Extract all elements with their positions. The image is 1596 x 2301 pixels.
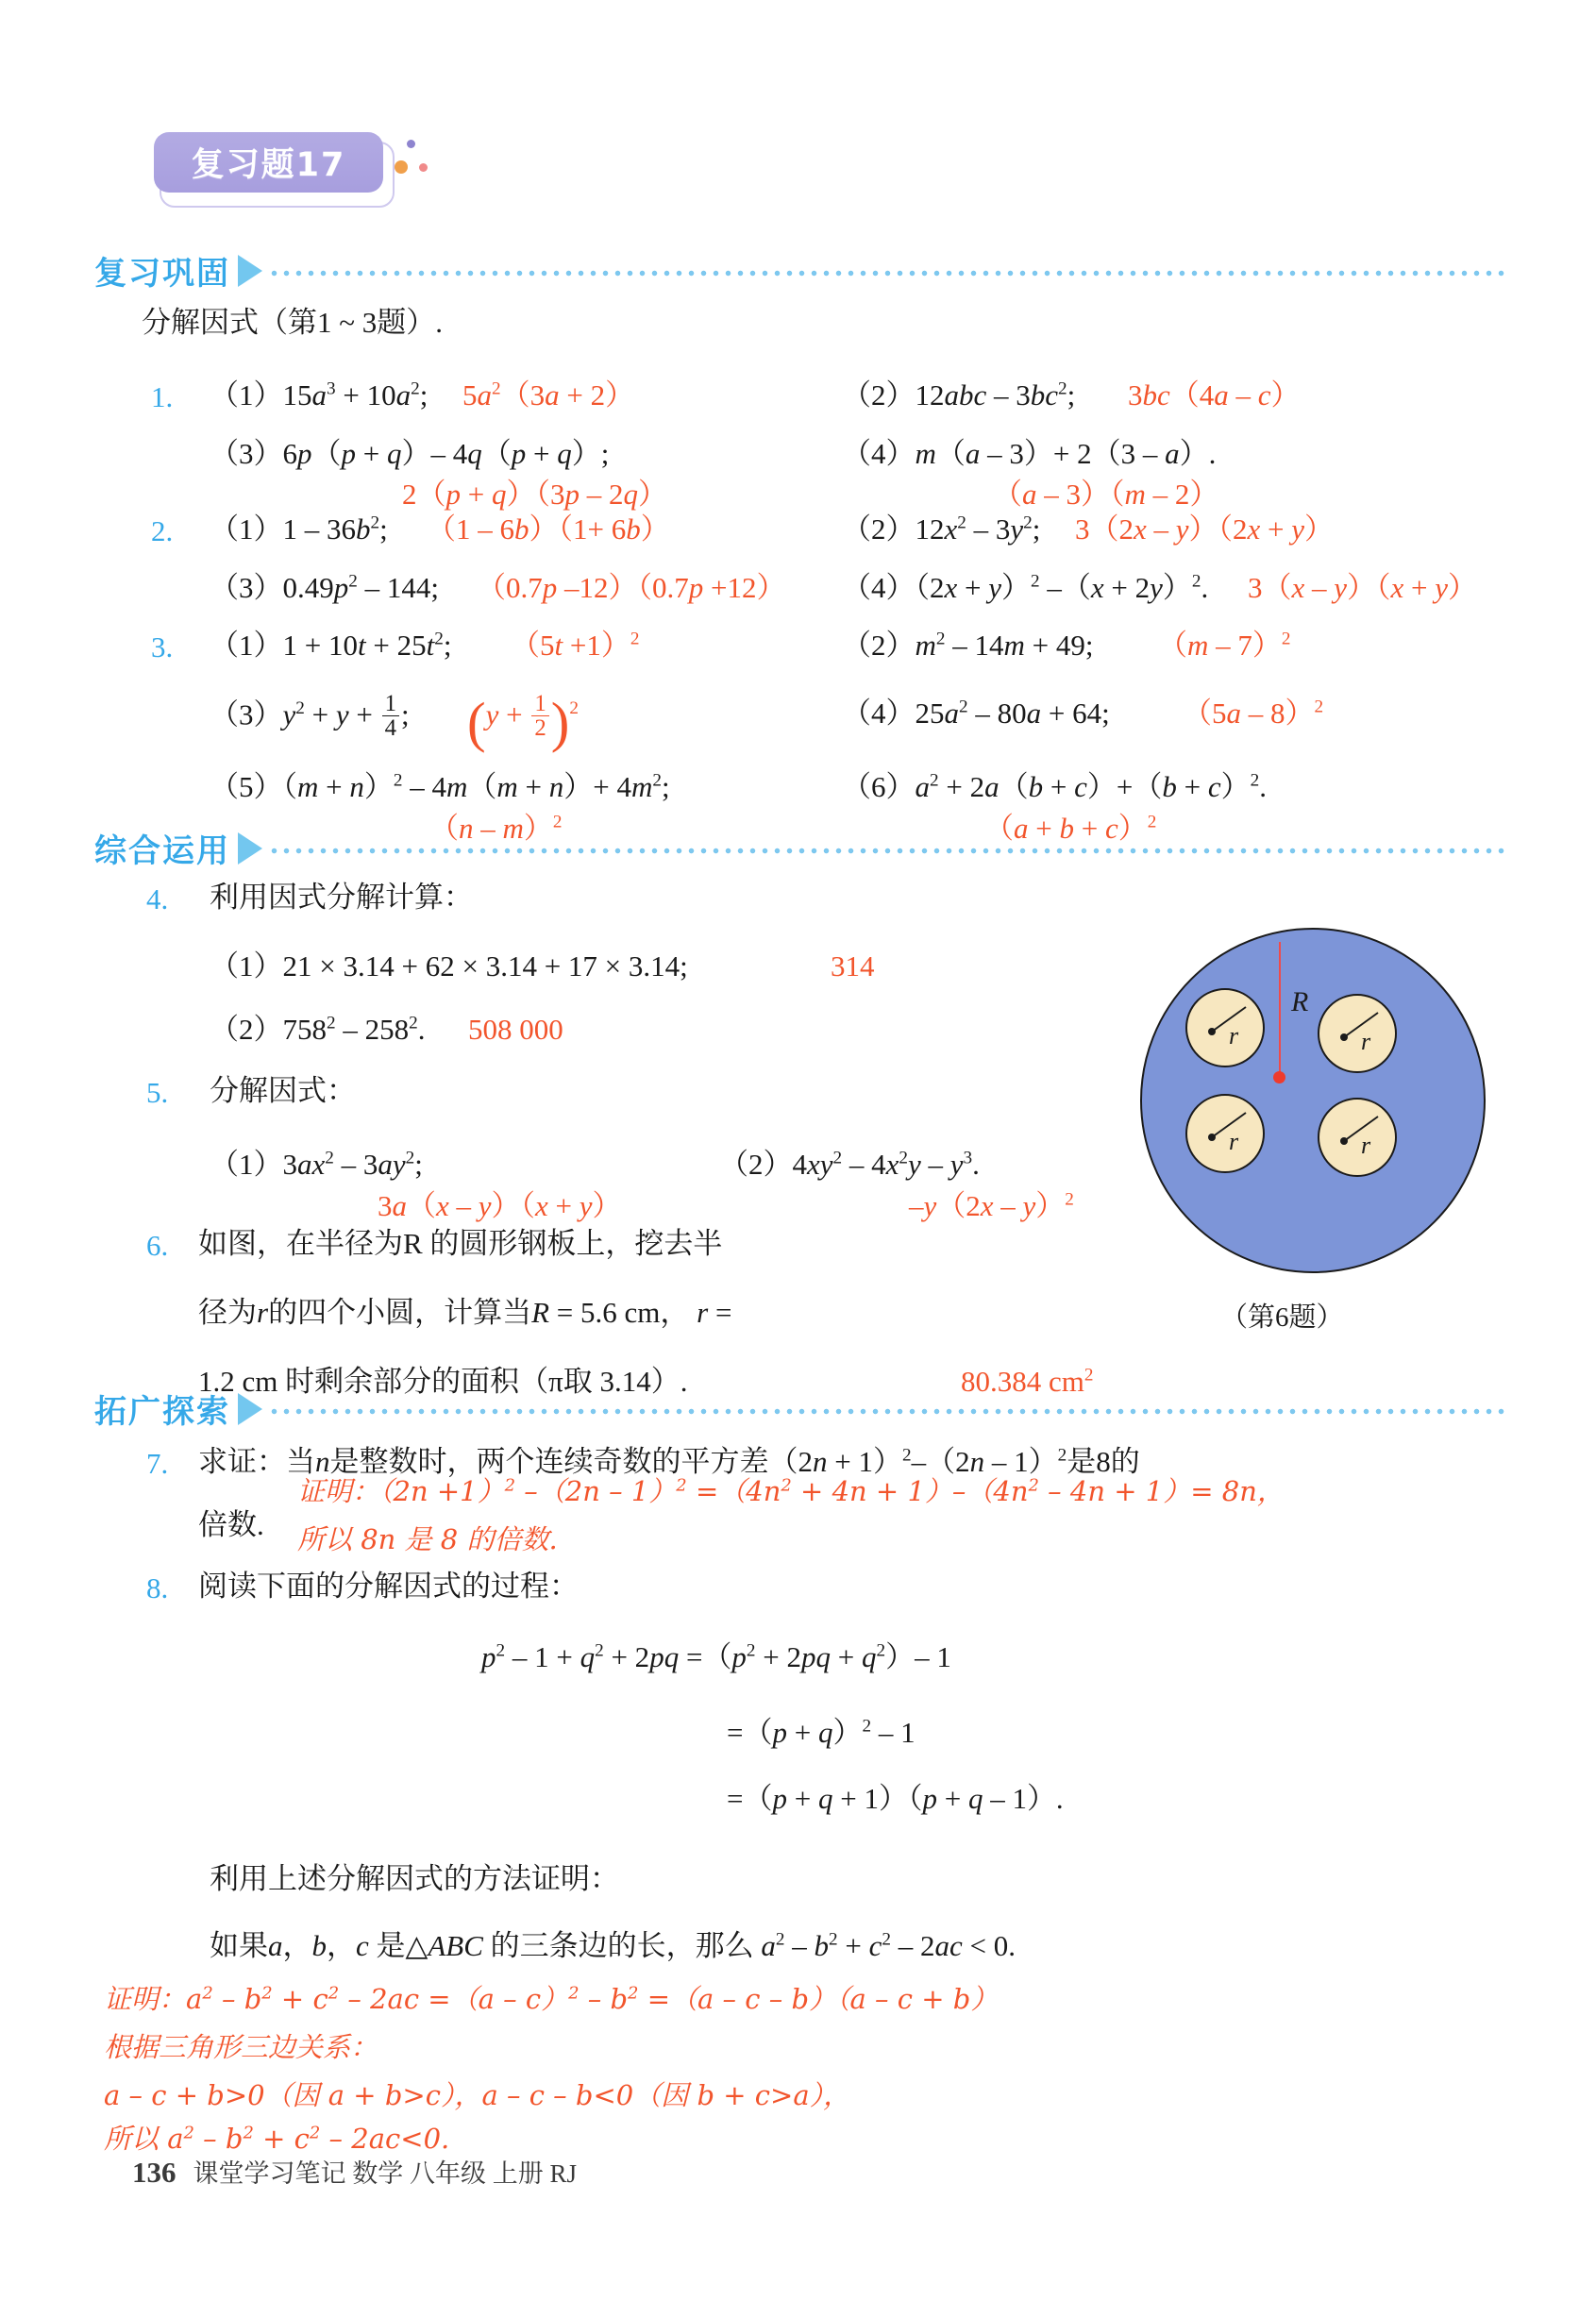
figure-circular-steel-plate <box>1140 928 1489 1277</box>
problem-1-3-label: （3）6p（p + q）– 4q（p + q）; <box>210 437 610 470</box>
radius-arrow-icon <box>1319 1100 1399 1179</box>
problem-3-3-label: $(3)y^2 + y$ + $\frac{1}{4}$ ; <box>210 691 410 742</box>
problem-3-4-label: $(4)25a^2 - 80a + 64$; <box>842 697 1110 730</box>
problem-4-2-label: $(2)758^2 - 258^2$. <box>210 1013 426 1046</box>
problem-2-2-label: $(2)12x^2 - 3y^2$; <box>842 512 1041 546</box>
section-title-1: 复习巩固 <box>94 255 230 293</box>
problem-number-3: 3. <box>151 630 174 663</box>
r-label: r <box>1361 1132 1371 1159</box>
problem-number-2: 2. <box>151 514 174 547</box>
decorative-dot-orange-icon <box>395 160 408 174</box>
problem-8-eq2: $=(p + q)^2 - 1$ <box>727 1716 916 1749</box>
small-circle-top-left <box>1185 988 1265 1067</box>
answer-2-3: （0.7p –12）（0.7p +12） <box>477 571 786 604</box>
problem-number-6: 6. <box>146 1229 169 1262</box>
problem-7-line1: 求证：当n是整数时，两个连续奇数的平方差$(2n + 1)^2-(2n - 1)^2$是8的 <box>198 1445 1140 1478</box>
answer-2-1: （1 – 6b）（1+ 6b） <box>427 512 670 546</box>
problem-4-prompt: 利用因式分解计算： <box>210 881 473 914</box>
problem-6-line3: 1.2 cm 时剩余部分的面积（π取 3.14）. <box>198 1365 688 1398</box>
section-header-review <box>94 247 1510 294</box>
answer-1-1: $5a^2(3a + 2)$ <box>462 378 635 411</box>
chapter-badge: 复习题17 <box>154 132 383 193</box>
section-header-comprehensive <box>94 825 1510 871</box>
section-header-exploration <box>94 1386 1510 1432</box>
answer-2-4: 3（x – y）（x + y） <box>1248 571 1478 604</box>
answer-1-2: 3bc（4a – c） <box>1128 378 1301 411</box>
problem-8-prompt2: 利用上述分解因式的方法证明： <box>210 1862 619 1895</box>
answer-3-5: （n – m）$^2$ <box>429 812 563 845</box>
problem-5-1-label: $(1)3ax^2 - 3ay^2$; <box>210 1148 423 1181</box>
handwritten-proof-8-line4: 所以 $a^2 - b^2 + c^2 - 2ac<0$. <box>104 2123 450 2155</box>
handwritten-proof-8-line2: 根据三角形三边关系： <box>104 2031 378 2063</box>
handwritten-proof-7-line1: 证明：$(2n +1)^2$ $-(2n - 1)^2 =(4n^2 + 4n + 1)-(4n^2 - 4n + 1)= 8n$， <box>297 1475 1285 1507</box>
problem-2-1-label: $(1)1 - 36b^2$; <box>210 512 388 546</box>
page-footer <box>132 2153 577 2190</box>
answer-1-3: 2（p + q）（3p – 2q） <box>402 478 667 511</box>
chapter-badge-group <box>154 132 399 206</box>
small-circle-bottom-left <box>1185 1094 1265 1173</box>
answer-3-4: （5a – 8）$^2$ <box>1183 697 1324 730</box>
problem-2-3-label: $(3)0.49p^2 - 144$; <box>210 571 439 604</box>
dotted-rule <box>268 1408 1510 1415</box>
problem-8-eq3: =（p + q + 1）（p + q – 1）. <box>727 1782 1064 1815</box>
decorative-dot-pink-icon <box>419 163 428 172</box>
center-point <box>1273 1071 1285 1083</box>
handwritten-proof-8-line3: a – c + b>0（因 a + b>c），a – c – b<0（因 b + c>a）， <box>104 2079 851 2111</box>
small-circle-bottom-right <box>1318 1098 1397 1177</box>
problem-7-line2: 倍数. <box>198 1508 264 1541</box>
book-info: 课堂学习笔记 数学 八年级 上册 RJ <box>193 2159 578 2188</box>
r-label: r <box>1229 1022 1239 1050</box>
triangle-marker-icon <box>238 832 262 865</box>
small-circle-top-right <box>1318 994 1397 1073</box>
problem-3-5-label: $(5)(m + n)^2 - 4m(m + n)+ 4m^2$; <box>210 770 670 803</box>
section-title-2: 综合运用 <box>94 832 230 870</box>
section-title-3: 拓广探索 <box>94 1393 230 1431</box>
problem-6-line2: 径为r的四个小圆，计算当R = 5.6 cm， r = <box>198 1296 732 1329</box>
problem-1-1-label: $(1)15a^3 + 10a^2$; <box>210 378 428 411</box>
problem-8-statement: 如果a，b，c 是△ABC 的三条边的长，那么 $a^2 - b^2 + c^2 - 2ac < 0$. <box>210 1929 1016 1962</box>
radius-line <box>1279 942 1281 1077</box>
answer-4-1: 314 <box>831 949 875 983</box>
problem-2-4-label: $(4)(2x + y)^2$ $-(x + 2y)^2$. <box>842 571 1209 604</box>
problem-number-4: 4. <box>146 882 169 915</box>
answer-2-2: 3（2x – y）（2x + y） <box>1075 512 1335 546</box>
decorative-dot-purple-icon <box>407 140 415 148</box>
answer-4-2: 508 000 <box>468 1013 563 1046</box>
figure-caption: （第6题） <box>1220 1302 1344 1333</box>
problem-number-1: 1. <box>151 380 174 413</box>
problem-5-2-label: $(2)4xy^2 - 4x^2y - y^3$. <box>719 1148 980 1181</box>
problem-1-2-label: $(2)12abc - 3bc^2$; <box>842 378 1076 411</box>
answer-3-6: $(a + b + c)^2$ <box>984 812 1157 845</box>
problem-8-eq1: $p^2 - 1 + q^2 + 2pq =(p^2 + 2pq + q^2)-$ 1 <box>481 1640 951 1673</box>
intro-text: 分解因式（第1 ~ 3题）. <box>142 306 444 339</box>
triangle-marker-icon <box>238 1393 262 1425</box>
answer-1-4: （a – 3）（m – 2） <box>993 478 1219 511</box>
answer-6: 80.384 $cm^2$ <box>961 1365 1094 1398</box>
problem-8-prompt: 阅读下面的分解因式的过程： <box>198 1570 579 1603</box>
answer-3-3: (y + $\frac{1}{2}$ )$^2$ <box>467 691 580 754</box>
problem-number-7: 7. <box>146 1447 169 1480</box>
problem-number-5: 5. <box>146 1076 169 1109</box>
handwritten-proof-7-line2: 所以 8n 是 8 的倍数. <box>297 1523 558 1555</box>
problem-number-8: 8. <box>146 1571 169 1604</box>
R-label: R <box>1291 986 1309 1017</box>
problem-3-1-label: $(1)1 + 10t + 25t^2$; <box>210 629 452 662</box>
problem-3-2-label: $(2)m^2 - 14m + 49$; <box>842 629 1094 662</box>
problem-4-1-label: （1）21 × 3.14 + 62 × 3.14 + 17 × 3.14; <box>210 949 688 983</box>
problem-6-line1: 如图，在半径为R 的圆形钢板上，挖去半 <box>198 1227 723 1260</box>
r-label: r <box>1361 1028 1371 1055</box>
page-number: 136 <box>132 2156 176 2189</box>
radius-arrow-icon <box>1187 990 1267 1069</box>
dotted-rule <box>268 270 1510 277</box>
answer-5-1: 3a（x – y）（x + y） <box>378 1189 622 1222</box>
triangle-marker-icon <box>238 255 262 287</box>
r-label: r <box>1229 1128 1239 1155</box>
problem-5-prompt: 分解因式： <box>210 1074 356 1107</box>
answer-3-1: $(5t +1)^2$ <box>511 629 640 662</box>
answer-3-2: （m – 7）$^2$ <box>1158 629 1291 662</box>
radius-arrow-icon <box>1319 996 1399 1075</box>
answer-5-2: –y（2x – y）$^2$ <box>909 1189 1074 1222</box>
problem-1-4-label: （4）m（a – 3）+ 2（3 – a）. <box>842 437 1217 470</box>
problem-3-6-label: $(6)a^2 + 2a(b + c)+(b + c)^2$. <box>842 770 1267 803</box>
dotted-rule <box>268 848 1510 854</box>
handwritten-proof-8-line1: 证明：$a^2 - b^2 + c^2 - 2ac =(a - c)^2 - b^2 =(a - c - b)(a - c + b)$ <box>104 1983 999 2015</box>
radius-arrow-icon <box>1187 1096 1267 1175</box>
